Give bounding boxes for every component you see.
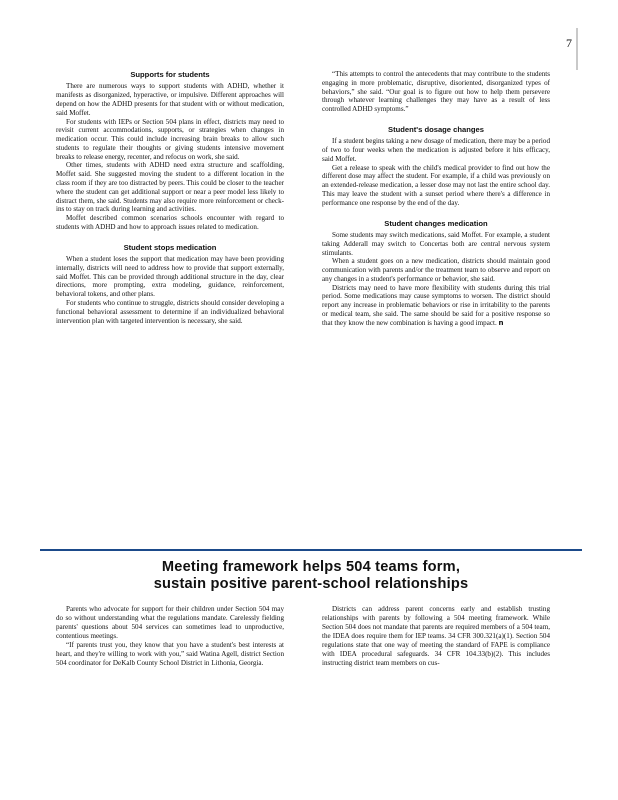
- feature-headline-line-1: Meeting framework helps 504 teams form,: [161, 559, 461, 575]
- section-heading-stops-medication: Student stops medication: [123, 242, 217, 252]
- section-heading-dosage-changes: Student's dosage changes: [388, 124, 484, 134]
- feature-left-column: [56, 605, 284, 755]
- paragraph: When a student loses the support that medication may have been providing internally, districts will need to address how to provide that support externally, said Moffet. This can be provided through additional structure in the day, clear directions, more prompting, extra modeling, guidance, reinforcement, behavioral tokens, and other plans.: [56, 255, 284, 299]
- paragraph: For students who continue to struggle, districts should consider developing a functional behavioral assessment to determine if an individualized behavioral intervention plan with targeted intervention is necessary, she said.: [56, 299, 284, 325]
- paragraph: Other times, students with ADHD need extra structure and scaffolding, Moffet said. She suggested moving the student to a different location in the class room if they are too distracted by peers. This could be closer to the teacher where the student can get additional support or near a peer model less likely to distract them, she said. Students may also require more reinforcement or check-ins to stay on track during learning and activities.: [56, 161, 284, 214]
- feature-right-column: [322, 605, 550, 755]
- paragraph: Some students may switch medications, said Moffet. For example, a student taking Adderall may switch to Concertas both are central nervous system stimulants.: [322, 230, 550, 257]
- paragraph: Get a release to speak with the child's medical provider to find out how the different dose may affect the student. For example, if a child was previously on an extended-release medication, a lesser dose may not last the entire school day. This may leave the student with a sunset period where there's a difference in performance one response by the end of the day.: [322, 163, 550, 207]
- paragraph: “If parents trust you, they know that you have a student's best interests at heart, and they're willing to work with you,” said Watina Agell, district Section 504 coordinator for DeKalb County School District in Lithonia, Georgia.: [56, 641, 284, 667]
- feature-divider: [40, 549, 582, 551]
- paragraph: When a student goes on a new medication, districts should maintain good communication with parents and/or the treatment team to observe and report on any changes in a student's performance or behavior, she said.: [322, 257, 550, 283]
- page-number: 7: [566, 36, 572, 50]
- paragraph: Districts can address parent concerns early and establish trusting relationships with parents by following a 504 meeting framework. While Section 504 does not mandate that parents are required members of a 504 team, the IDEA does require them for IEP teams. 34 CFR 300.321(a)(1). Section 504 regulations state that one way of meeting the standard of FAPE is compliance with IDEA procedural safeguards. 34 CFR 104.33(b)(2). This includes instructing district team members on cus-: [322, 605, 550, 667]
- section-heading-changes-medication: Student changes medication: [384, 218, 488, 228]
- paragraph: If a student begins taking a new dosage of medication, there may be a period of two to four weeks when the medication is adjusted before it hits efficacy, said Moffet.: [322, 137, 550, 163]
- feature-headline: [96, 559, 526, 593]
- paragraph: Moffet described common scenarios schools encounter with regard to students with ADHD and how to approach issues related to medication.: [56, 214, 284, 231]
- paragraph: For students with IEPs or Section 504 plans in effect, districts may need to revisit current accommodations, supports, or strategies when changes in medication occur. This could include increasing brain breaks to allow such students to regulate their thoughts or giving students intensive movement breaks to release energy, recenter, and refocus on work, she said.: [56, 117, 284, 161]
- paragraph: There are numerous ways to support students with ADHD, whether it manifests as disorganized, hyperactive, or impulsive. Different approaches will depend on how the ADHD presents for that student with or without medication, said Moffet.: [56, 82, 284, 117]
- left-article-column: [56, 70, 284, 540]
- section-heading-supports: Supports for students: [130, 70, 210, 79]
- right-article-column: [322, 70, 550, 540]
- paragraph: Parents who advocate for support for their children under Section 504 may do so without understanding what the regulations mandate. Carelessly fielding parents' questions about 504 services can sometimes lead to unproductive, contentious meetings.: [56, 605, 284, 640]
- paragraph: “This attempts to control the antecedents that may contribute to the students engaging in more problematic, disruptive, disoriented, disorganized types of behaviors,” she said. “Our goal is to figure out how to help them persevere through whatever learning challenges they may have as a result of less controlled ADHD symptoms.”: [322, 70, 550, 114]
- top-right-divider: [576, 28, 578, 70]
- paragraph: [322, 284, 550, 328]
- paragraph-text: Districts may need to have more flexibility with students during this trial period. Some medications may cause symptoms to worsen. The district should report any increase in problematic behaviors or rise in irritability to the parents or medical team, she said. The same should be said for a positive response so that they know the new combination is having a good impact.: [322, 283, 550, 327]
- article-end-mark: n: [498, 317, 504, 327]
- feature-headline-line-2: sustain positive parent-school relationships: [153, 575, 469, 592]
